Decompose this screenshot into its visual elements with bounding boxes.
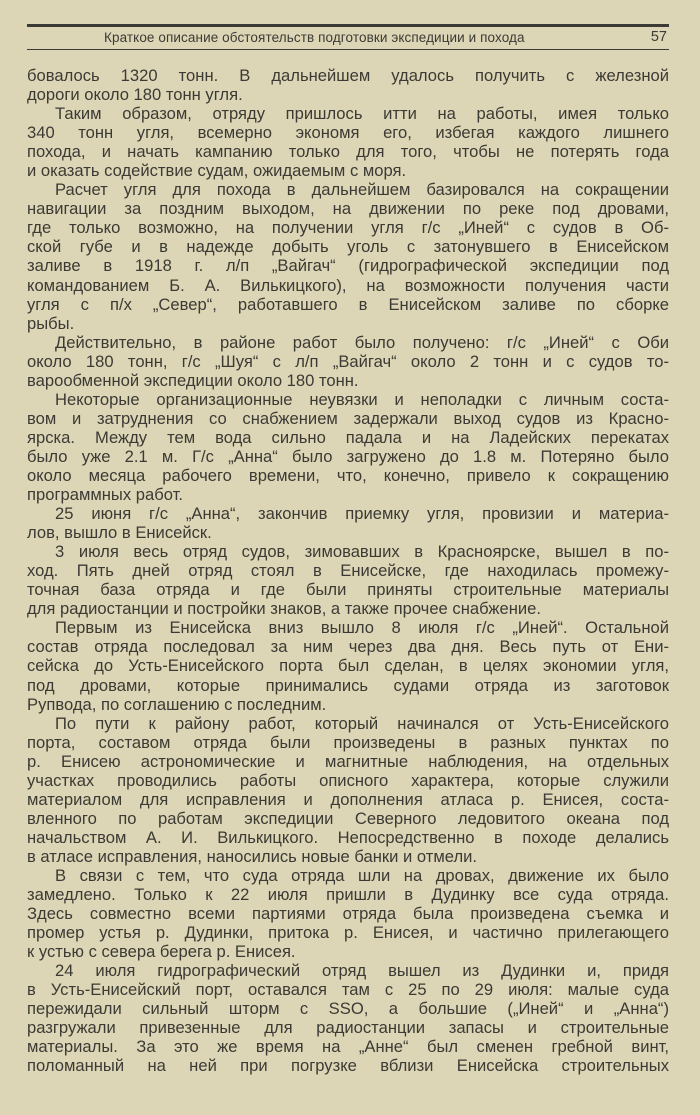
text-line: пережидали сильный шторм с SSO, а большие („Иней“ и „Анна“) [27,999,669,1019]
text-line: лов, вышло в Енисейск. [27,523,212,543]
text-line: около месяца рабочего времени, что, конечно, привело к сокращению [27,465,669,485]
text-line: точная база отряда и где были приняты строительные материалы [27,580,669,600]
text-line: варообменной экспедиции около 180 тонн. [27,370,359,390]
paragraph [27,180,669,332]
text-line: Действительно, в районе работ было получено: г/с „Иней“ с Оби [55,332,669,352]
text-line: Расчет угля для похода в дальнейшем базировался на сокращении [55,180,669,200]
paragraph [27,714,669,866]
text-line: и оказать содействие судам, ожидаемым с моря. [27,161,407,181]
running-header-title: Краткое описание обстоятельств подготовки экспедиции и похода [104,30,525,45]
text-line: похода, и начать кампанию только для того, чтобы не потерять года [27,142,669,162]
text-line: где только возможно, на получении угля г/с „Иней“ с судов в Об- [27,218,669,238]
text-line: 340 тонн угля, всемерно экономя его, избегая каждого лишнего [27,123,669,143]
text-line: состав отряда последовал за ним через два дня. Весь путь от Ени- [27,637,669,657]
text-line: рыбы. [27,313,75,333]
text-line: Некоторые организационные неувязки и неполадки с личным соста- [55,389,669,409]
text-line: под дровами, которые принимались судами отряда из заготовок [27,675,669,695]
text-line: материалом для исправления и дополнения атласа р. Енисея, соста- [27,789,669,809]
text-line: дороги около 180 тонн угля. [27,85,243,105]
text-line: вом и затруднения со снабжением задержали выход судов из Красно- [27,408,669,428]
text-line: материалы. За это же время на „Анне“ был сменен гребной винт, [27,1037,669,1057]
text-line: вленного по работам экспедиции Северного ледовитого океана под [27,808,669,828]
text-line: было уже 2.1 м. Г/с „Анна“ было загружено до 1.8 м. Потеряно было [27,446,669,466]
paragraph [27,961,669,1075]
text-line: замедлено. Только к 22 июля пришли в Дудинку все суда отряда. [27,885,669,905]
text-line: около 180 тонн, г/с „Шуя“ с л/п „Вайгач“ около 2 тонн и с судов то- [27,351,669,371]
text-line: В связи с тем, что суда отряда шли на дровах, движение их было [55,865,669,885]
text-line: участках проводились работы описного характера, которые служили [27,770,669,790]
paragraph [27,390,669,504]
paragraph [27,866,669,961]
text-line: поломанный на ней при погрузке вблизи Енисейска строительных [27,1056,669,1076]
running-header [27,24,669,50]
paragraph [27,504,669,542]
text-line: командованием Б. А. Вилькицкого), на возможности получения части [27,275,669,295]
paragraph [27,542,669,618]
paragraph [27,66,669,104]
text-line: в атласе исправления, наносились новые банки и отмели. [27,846,478,866]
paragraph [27,333,669,390]
text-line: ской губе и в надежде добыть уголь с затонувшего в Енисейском [27,237,669,257]
text-line: 24 июля гидрографический отряд вышел из Дудинки и, придя [55,961,669,981]
text-line: начальством А. И. Вилькицкого. Непосредственно в походе делались [27,827,669,847]
text-line: ход. Пять дней отряд стоял в Енисейске, где находилась промежу- [27,561,669,581]
text-line: заливе в 1918 г. л/п „Вайгач“ (гидрографической экспедиции под [27,256,669,276]
text-line: промер устья р. Дудинки, притока р. Енисея, и частично прилегающего [27,923,669,943]
text-line: Здесь совместно всеми партиями отряда была произведена съемка и [27,904,669,924]
text-line: порта, составом отряда были произведены в разных пунктах по [27,732,669,752]
text-line: в Усть-Енисейский порт, оставался там с 25 по 29 июля: малые суда [27,980,669,1000]
text-line: разгружали привезенные для радиостанции запасы и строительные [27,1018,669,1038]
text-line: для радиостанции и постройки знаков, а также прочее снабжение. [27,599,542,619]
text-line: угля с п/х „Север“, работавшего в Енисейском заливе по сборке [27,294,669,314]
text-line: р. Енисею астрономические и магнитные наблюдения, на отдельных [27,751,669,771]
text-line: 3 июля весь отряд судов, зимовавших в Красноярске, вышел в по- [55,542,669,562]
text-line: сейска до Усть-Енисейского порта был сделан, в целях экономии угля, [27,656,669,676]
text-line: навигации за поздним выходом, на движении по реке под дровами, [27,199,669,219]
text-line: к устью с севера берега р. Енисея. [27,942,296,962]
text-line: Таким образом, отряду пришлось итти на работы, имея только [55,104,669,124]
paragraph [27,104,669,180]
page-number: 57 [650,29,667,45]
paragraph [27,618,669,713]
page-body [27,66,669,1075]
text-line: По пути к району работ, который начинался от Усть-Енисейского [55,713,669,733]
text-line: бовалось 1320 тонн. В дальнейшем удалось получить с железной [27,66,669,85]
text-line: программных работ. [27,485,183,505]
text-line: Рупвода, по соглашению с последним. [27,694,327,714]
text-line: 25 июня г/с „Анна“, закончив приемку угля, провизии и материа- [55,504,669,524]
text-line: ярска. Между тем вода сильно падала и на Ладейских перекатах [27,427,669,447]
text-line: Первым из Енисейска вниз вышло 8 июля г/с „Иней“. Остальной [55,618,669,638]
